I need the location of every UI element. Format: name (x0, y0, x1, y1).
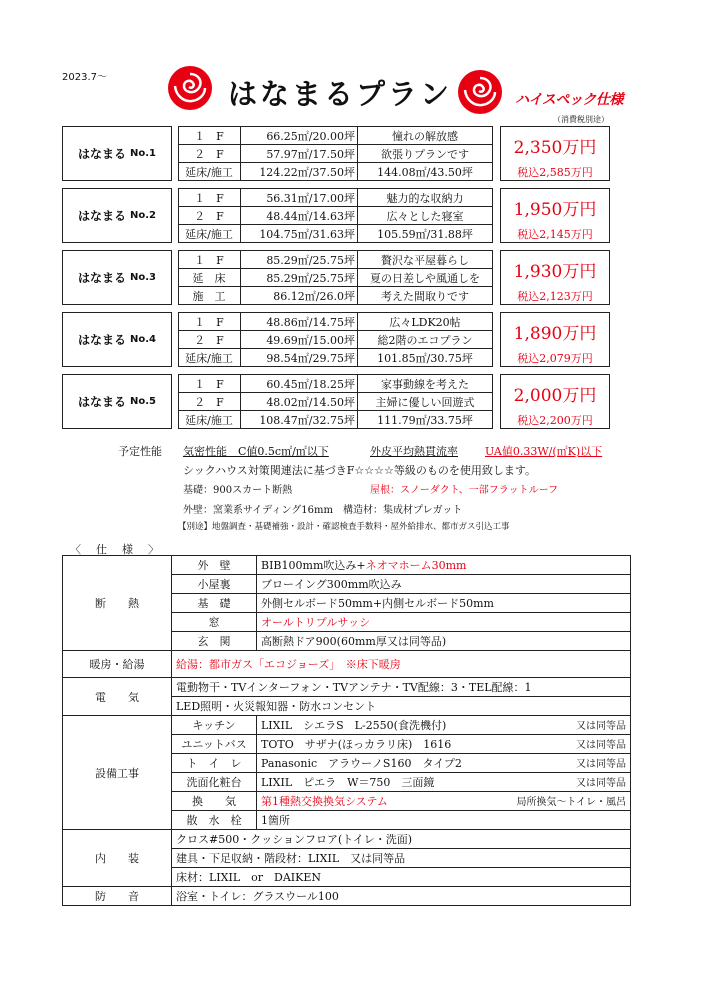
plan-price: 1,890万円 税込2,079万円 (500, 312, 610, 367)
plan-area-row: ２ F 49.69㎡/15.00坪 総2階のエコプラン (194, 334, 473, 347)
rose-logo-icon (166, 64, 214, 112)
separate-cost-note: 【別途】地盤調査・基礎補強・設計・確認検査手数料・屋外給排水、都市ガス引込工事 (178, 522, 510, 532)
plan-area-row: １ F 85.29㎡/25.75坪 贅沢な平屋暮らし (194, 254, 469, 267)
soundproof-value: 浴室・トイレ：グラスウール100 (172, 887, 631, 906)
page-title: はなまるプラン (228, 77, 453, 111)
plan-area-row: 延床/施工 104.75㎡/31.63坪 105.59㎡/31.88坪 (185, 228, 473, 241)
ua-value: UA値0.33W/(㎡K)以下 (485, 445, 603, 458)
interior-value: 床材：LIXIL or DAIKEN (172, 868, 631, 887)
spec-item: 洗面化粧台 (172, 773, 257, 792)
spec-item: キッチン (172, 716, 257, 735)
airtight-spec: 気密性能 C値0.5c㎡/㎡以下 (183, 445, 329, 458)
issue-date: 2023.7〜 (62, 72, 107, 83)
exterior-spec: 外壁：窯業系サイディング16mm 構造材：集成材プレガット (183, 505, 463, 516)
spec-item: ト イ レ (172, 754, 257, 773)
plan-block (62, 312, 610, 369)
spec-value: BIB100mm吹込み+ネオマホーム30mm (257, 556, 631, 575)
spec-item: 玄 関 (172, 632, 257, 651)
roof-spec: 屋根：スノーダクト、一部フラットルーフ (370, 485, 559, 496)
spec-row (63, 678, 631, 697)
plan-price: 1,930万円 税込2,123万円 (500, 250, 610, 305)
high-spec-badge: ハイスペック仕様 (515, 92, 623, 108)
spec-item: 基 礎 (172, 594, 257, 613)
heating-label: 暖房・給湯 (63, 651, 172, 678)
plan-name: はなまる No.1 (62, 126, 172, 181)
foundation-spec: 基礎：900スカート断熱 (183, 485, 293, 496)
spec-value: 1箇所 (257, 811, 631, 830)
ua-label: 外皮平均熱貫流率 (370, 445, 458, 458)
rose-logo-icon (456, 68, 504, 116)
spec-item: 窓 (172, 613, 257, 632)
plan-area-row: 施 工 86.12㎡/26.0坪 考えた間取りです (192, 290, 469, 303)
interior-value: クロス#500・クッションフロア(トイレ・洗面) (172, 830, 631, 849)
plan-area-row: 延床/施工 98.54㎡/29.75坪 101.85㎡/30.75坪 (185, 352, 473, 365)
plan-area-row: 延床/施工 108.47㎡/32.75坪 111.79㎡/33.75坪 (185, 414, 473, 427)
spec-heading: 〈 仕 様 〉 (70, 543, 161, 556)
spec-value: ブローイング300mm吹込み (257, 575, 631, 594)
heating-value: 給湯：都市ガス「エコジョーズ」 ※床下暖房 (172, 651, 631, 678)
plan-block (62, 374, 610, 431)
plan-area-row: 延 床 85.29㎡/25.75坪 夏の日差しや風通しを (192, 272, 480, 285)
electric-value: LED照明・火災報知器・防水コンセント (172, 697, 631, 716)
plan-price: 1,950万円 税込2,145万円 (500, 188, 610, 243)
plan-block (62, 126, 610, 183)
spec-value: Panasonic アラウーノS160 タイプ2 又は同等品 (257, 754, 631, 773)
plan-area-row: １ F 60.45㎡/18.25坪 家事動線を考えた (194, 378, 469, 391)
plan-name: はなまる No.4 (62, 312, 172, 367)
spec-row (63, 651, 631, 678)
plan-area-table (178, 126, 493, 181)
spec-value: LIXIL シエラS L-2550(食洗機付) 又は同等品 (257, 716, 631, 735)
spec-value: TOTO サザナ(ほっカラリ床) 1616 又は同等品 (257, 735, 631, 754)
spec-item: 外 壁 (172, 556, 257, 575)
plan-area-row: １ F 56.31㎡/17.00坪 魅力的な収納力 (194, 192, 464, 205)
spec-value: 外側セルボード50mm+内側セルボード50mm (257, 594, 631, 613)
soundproof-label: 防 音 (63, 887, 172, 906)
plan-block (62, 250, 610, 307)
spec-table (62, 555, 631, 906)
spec-item: 換 気 (172, 792, 257, 811)
plan-area-row: ２ F 57.97㎡/17.50坪 欲張りプランです (194, 148, 469, 161)
spec-item: 小屋裏 (172, 575, 257, 594)
plan-area-row: １ F 48.86㎡/14.75坪 広々LDK20帖 (194, 316, 461, 329)
spec-value: 第1種熱交換換気システム 局所換気〜トイレ・風呂 (257, 792, 631, 811)
plan-area-row: ２ F 48.02㎡/14.50坪 主婦に優しい回遊式 (194, 396, 475, 409)
plan-area-table (178, 188, 493, 243)
spec-item: ユニットバス (172, 735, 257, 754)
interior-label: 内 装 (63, 830, 172, 887)
spec-row (63, 830, 631, 849)
spec-row (63, 887, 631, 906)
plan-area-table (178, 312, 493, 367)
electric-value: 電動物干・TVインターフォン・TVアンテナ・TV配線：3・TEL配線：1 (172, 678, 631, 697)
sickhouse-note: シックハウス対策関連法に基づきF☆☆☆☆等級のものを使用致します。 (183, 464, 536, 477)
spec-value: 高断熱ドア900(60mm厚又は同等品) (257, 632, 631, 651)
spec-row (63, 556, 631, 575)
plan-area-row: 延床/施工 124.22㎡/37.50坪 144.08㎡/43.50坪 (185, 166, 473, 179)
performance-label: 予定性能 (118, 445, 162, 458)
spec-value: LIXIL ピエラ W＝750 三面鏡 又は同等品 (257, 773, 631, 792)
plan-price: 2,350万円 税込2,585万円 (500, 126, 610, 181)
plan-name: はなまる No.3 (62, 250, 172, 305)
spec-item: 散 水 栓 (172, 811, 257, 830)
plan-area-row: １ F 66.25㎡/20.00坪 憧れの解放感 (194, 130, 458, 143)
equipment-label: 設備工事 (63, 716, 172, 830)
plan-area-table (178, 250, 493, 305)
plan-name: はなまる No.5 (62, 374, 172, 429)
insulation-label: 断 熱 (63, 556, 172, 651)
tax-note: （消費税別途） (553, 115, 609, 124)
plan-name: はなまる No.2 (62, 188, 172, 243)
electric-label: 電 気 (63, 678, 172, 716)
spec-value: オールトリプルサッシ (257, 613, 631, 632)
plan-price: 2,000万円 税込2,200万円 (500, 374, 610, 429)
spec-row (63, 716, 631, 735)
plan-area-row: ２ F 48.44㎡/14.63坪 広々とした寝室 (194, 210, 464, 223)
plan-area-table (178, 374, 493, 429)
interior-value: 建具・下足収納・階段材：LIXIL 又は同等品 (172, 849, 631, 868)
plan-block (62, 188, 610, 245)
